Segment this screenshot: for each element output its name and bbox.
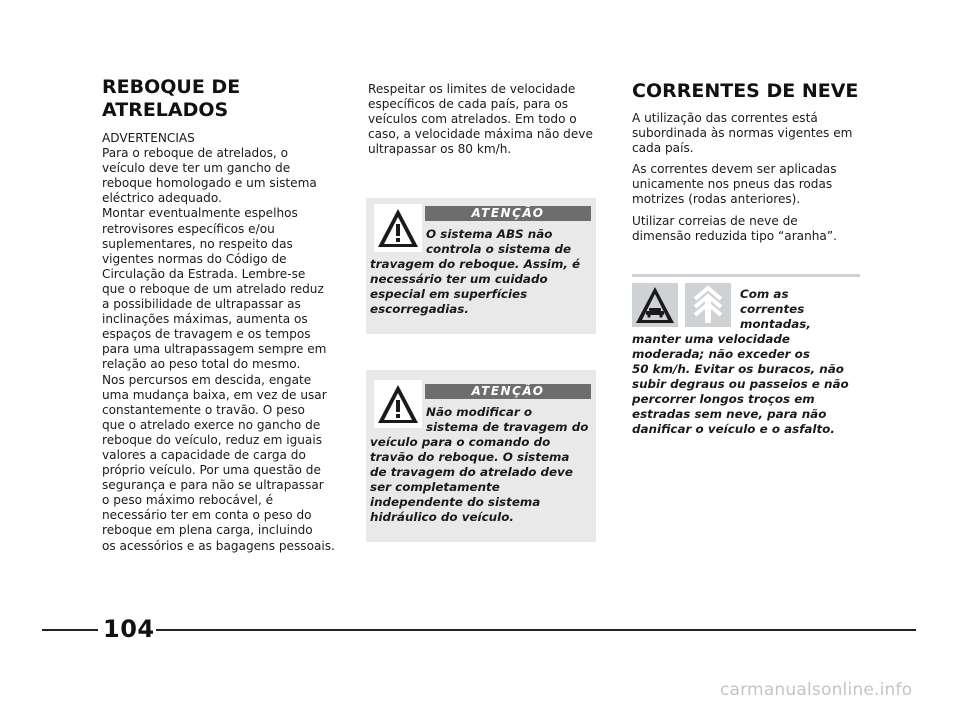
body-line: ultrapassar os 80 km/h. bbox=[368, 142, 512, 157]
body-line: A utilização das correntes está bbox=[632, 111, 818, 125]
left-column bbox=[102, 76, 342, 554]
paragraph bbox=[632, 111, 872, 156]
body-line: necessário ter em conta o peso do bbox=[102, 508, 312, 523]
body-line: subordinada às normas vigentes em bbox=[632, 126, 853, 141]
body-line: motrizes (rodas anteriores). bbox=[632, 192, 801, 207]
body-line: que o atrelado exerce no gancho de bbox=[102, 417, 321, 432]
body-line: caso, a velocidade máxima não deve bbox=[368, 127, 593, 142]
note-line: percorrer longos troços em bbox=[632, 392, 815, 406]
page-number: 104 bbox=[103, 615, 155, 643]
warning-text-brakes bbox=[370, 405, 594, 525]
body-line: para uma ultrapassagem sempre em bbox=[102, 342, 327, 357]
body-line: Nos percursos em descida, engate bbox=[102, 372, 312, 387]
body-line: As correntes devem ser aplicadas bbox=[632, 162, 837, 177]
body-line: relação ao peso total do mesmo. bbox=[102, 357, 301, 372]
warning-line: escorregadias. bbox=[370, 302, 469, 316]
note-divider bbox=[632, 274, 860, 277]
attention-label: ATENÇÃO bbox=[425, 384, 591, 399]
paragraph bbox=[632, 162, 872, 207]
section-title-reboque bbox=[102, 76, 342, 122]
body-line: Para o reboque de atrelados, o bbox=[102, 146, 288, 161]
right-column bbox=[632, 80, 872, 244]
warning-line: independente do sistema bbox=[370, 495, 541, 509]
body-line: que o reboque de um atrelado reduz bbox=[102, 281, 324, 296]
speed-limit-text bbox=[368, 82, 598, 157]
note-line: manter uma velocidade bbox=[632, 332, 790, 346]
body-line: Montar eventualmente espelhos bbox=[102, 206, 298, 221]
body-line: segurança e para não se ultrapassar bbox=[102, 478, 324, 493]
body-line: o peso máximo rebocável, é bbox=[102, 493, 274, 508]
warning-line: de travagem do atrelado deve bbox=[370, 465, 573, 479]
body-line: uma mudança baixa, em vez de usar bbox=[102, 387, 327, 402]
warning-line: travagem do reboque. Assim, é bbox=[370, 257, 581, 271]
body-line: retrovisores específicos e/ou bbox=[102, 221, 275, 236]
note-line: Com as bbox=[740, 287, 789, 301]
body-line: a possibilidade de ultrapassar as bbox=[102, 297, 301, 312]
paragraph bbox=[632, 214, 872, 244]
body-line: reboque homologado e um sistema bbox=[102, 176, 317, 191]
warning-text-abs bbox=[370, 227, 594, 317]
warning-line: ser completamente bbox=[370, 480, 500, 494]
warning-box-brakes bbox=[366, 370, 596, 542]
warning-line: veículo para o comando do bbox=[370, 435, 551, 449]
warning-line: travão do reboque. O sistema bbox=[370, 450, 570, 464]
correntes-body bbox=[632, 111, 872, 244]
note-line: subir degraus ou passeios e não bbox=[632, 377, 849, 391]
warning-line: especial em superfícies bbox=[370, 287, 528, 301]
body-line: próprio veículo. Por uma questão de bbox=[102, 463, 321, 478]
attention-label: ATENÇÃO bbox=[425, 206, 591, 221]
body-line: específicos de cada país, para os bbox=[368, 97, 569, 112]
warning-line: sistema de travagem do bbox=[426, 420, 589, 434]
body-line: Utilizar correias de neve de bbox=[632, 213, 798, 228]
body-line: ADVERTENCIAS bbox=[102, 131, 195, 145]
note-line: estradas sem neve, para não bbox=[632, 407, 827, 421]
body-line: vigentes normas do Código de bbox=[102, 251, 287, 266]
body-line: suplementares, no respeito das bbox=[102, 236, 293, 251]
watermark: carmanualsonline.info bbox=[720, 680, 913, 700]
body-line: constantemente o travão. O peso bbox=[102, 402, 305, 417]
body-line: reboque em plena carga, incluindo bbox=[102, 523, 313, 538]
warning-box-abs bbox=[366, 198, 596, 334]
note-line: moderada; não exceder os bbox=[632, 347, 810, 361]
snow-chain-note bbox=[632, 287, 872, 437]
footer-rule-right bbox=[156, 629, 916, 631]
body-line: cada país. bbox=[632, 141, 694, 156]
reboque-body bbox=[102, 131, 342, 554]
body-line: valores a capacidade de carga do bbox=[102, 447, 306, 462]
body-line: veículo deve ter um gancho de bbox=[102, 161, 291, 176]
title-line: REBOQUE DE bbox=[102, 76, 241, 98]
warning-line: controla o sistema de bbox=[426, 242, 572, 256]
warning-line: O sistema ABS não bbox=[426, 227, 553, 241]
title-line: ATRELADOS bbox=[102, 99, 229, 121]
warning-line: necessário ter um cuidado bbox=[370, 272, 548, 286]
note-line: 50 km/h. Evitar os buracos, não bbox=[632, 362, 844, 376]
body-line: unicamente nos pneus das rodas bbox=[632, 177, 833, 192]
section-title-correntes: CORRENTES DE NEVE bbox=[632, 80, 859, 102]
body-line: reboque do veículo, reduz em iguais bbox=[102, 432, 323, 447]
body-line: eléctrico adequado. bbox=[102, 191, 222, 206]
note-line: danificar o veículo e o asfalto. bbox=[632, 422, 835, 436]
note-line: correntes bbox=[740, 302, 805, 316]
note-line: montadas, bbox=[740, 317, 811, 331]
warning-line: hidráulico do veículo. bbox=[370, 510, 514, 524]
body-line: espaços de travagem e os tempos bbox=[102, 327, 311, 342]
body-line: Respeitar os limites de velocidade bbox=[368, 82, 576, 96]
body-line: veículos com atrelados. Em todo o bbox=[368, 112, 577, 127]
body-line: inclinações máximas, aumenta os bbox=[102, 312, 308, 327]
body-line: dimensão reduzida tipo “aranha”. bbox=[632, 228, 837, 243]
warning-line: Não modificar o bbox=[426, 405, 533, 419]
body-line: Circulação da Estrada. Lembre-se bbox=[102, 266, 306, 281]
body-line: os acessórios e as bagagens pessoais. bbox=[102, 538, 335, 553]
footer-rule-left bbox=[42, 629, 98, 631]
